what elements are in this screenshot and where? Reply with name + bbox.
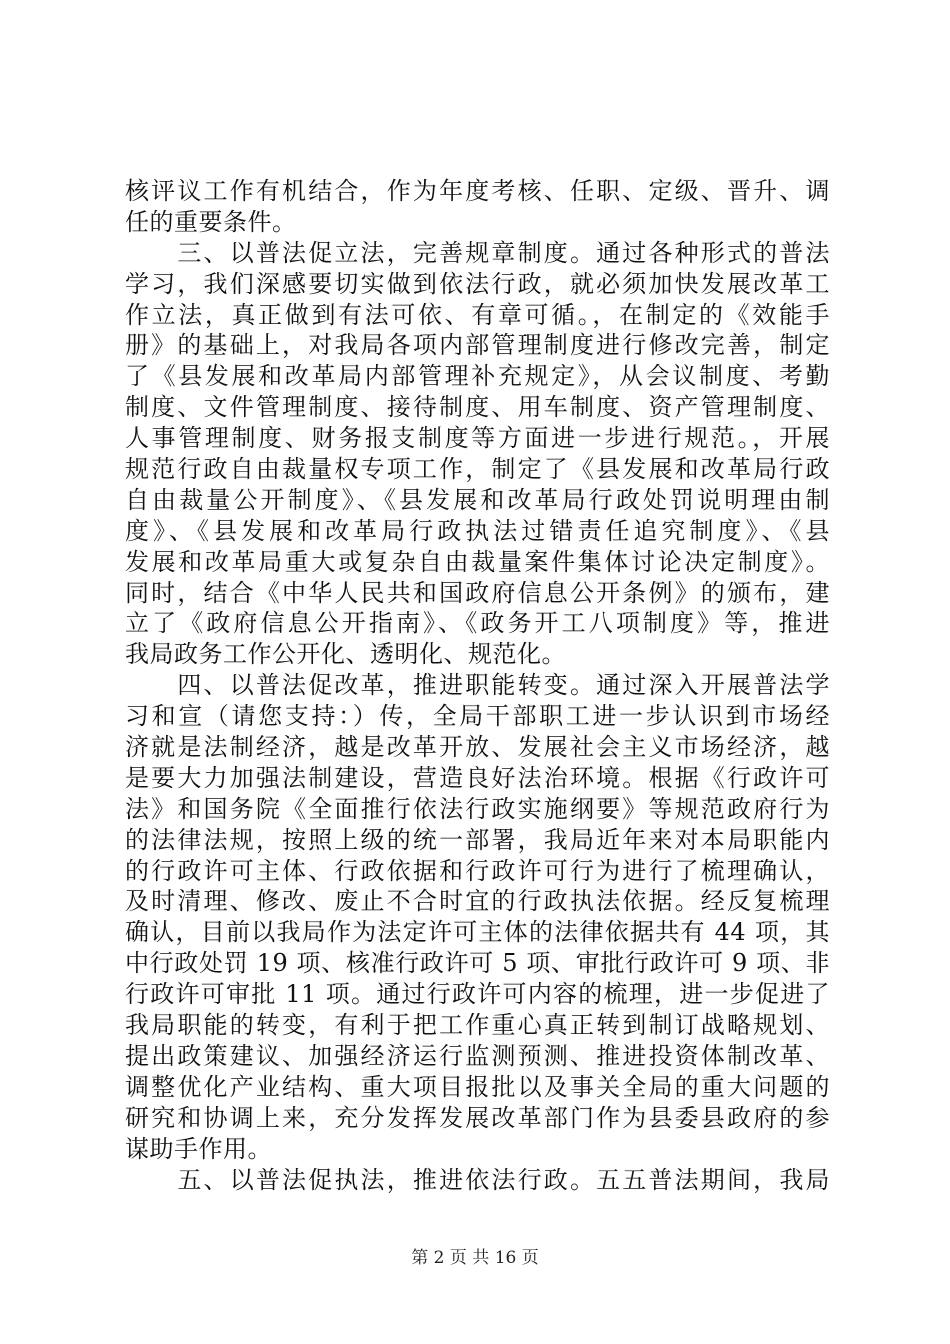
page-number-footer: 第 2 页 共 16 页 xyxy=(411,1248,539,1268)
text-line: 三、以普法促立法，完善规章制度。通过各种形式的普法 xyxy=(125,238,830,267)
text-line: 是要大力加强法制建设，营造良好法治环境。根据《行政许可 xyxy=(125,763,830,792)
text-line: 立了《政府信息公开指南》、《政务开工八项制度》等，推进 xyxy=(125,609,830,638)
text-line: 作立法，真正做到有法可依、有章可循。，在制定的《效能手 xyxy=(125,300,830,329)
text-line: 了《县发展和改革局内部管理补充规定》，从会议制度、考勤 xyxy=(125,362,830,391)
text-line: 研究和协调上来，充分发挥发展改革部门作为县委县政府的参 xyxy=(125,1103,830,1132)
text-line: 自由裁量公开制度》、《县发展和改革局行政处罚说明理由制 xyxy=(125,485,830,514)
text-line: 济就是法制经济，越是改革开放、发展社会主义市场经济，越 xyxy=(125,733,830,762)
text-line: 我局职能的转变，有利于把工作重心真正转到制订战略规划、 xyxy=(125,1011,830,1040)
text-line: 中行政处罚 19 项、核准行政许可 5 项、审批行政许可 9 项、非 xyxy=(125,949,830,978)
text-line: 册》的基础上，对我局各项内部管理制度进行修改完善，制定 xyxy=(125,331,830,360)
text-line: 谋助手作用。 xyxy=(125,1134,272,1163)
text-line: 任的重要条件。 xyxy=(125,207,297,236)
text-line: 行政许可审批 11 项。通过行政许可内容的梳理，进一步促进了 xyxy=(125,980,830,1009)
text-line: 习和宣（请您支持：）传，全局干部职工进一步认识到市场经 xyxy=(125,702,830,731)
text-line: 五、以普法促执法，推进依法行政。五五普法期间，我局 xyxy=(125,1165,830,1194)
text-line: 确认，目前以我局作为法定许可主体的法律依据共有 44 项，其 xyxy=(125,918,830,947)
text-line: 人事管理制度、财务报支制度等方面进一步进行规范。，开展 xyxy=(125,424,830,453)
text-line: 提出政策建议、加强经济运行监测预测、推进投资体制改革、 xyxy=(125,1041,830,1070)
text-line: 制度、文件管理制度、接待制度、用车制度、资产管理制度、 xyxy=(125,393,830,422)
text-line: 四、以普法促改革，推进职能转变。通过深入开展普法学 xyxy=(125,671,830,700)
text-line: 规范行政自由裁量权专项工作，制定了《县发展和改革局行政 xyxy=(125,455,830,484)
text-line: 发展和改革局重大或复杂自由裁量案件集体讨论决定制度》。 xyxy=(125,547,830,576)
text-line: 同时，结合《中华人民共和国政府信息公开条例》的颁布，建 xyxy=(125,578,830,607)
text-line: 法》和国务院《全面推行依法行政实施纲要》等规范政府行为 xyxy=(125,794,830,823)
document-body xyxy=(125,176,830,1195)
text-line: 度》、《县发展和改革局行政执法过错责任追究制度》、《县 xyxy=(125,516,830,545)
text-line: 核评议工作有机结合，作为年度考核、任职、定级、晋升、调 xyxy=(125,177,830,205)
text-line: 学习，我们深感要切实做到依法行政，就必须加快发展改革工 xyxy=(125,269,830,298)
text-line: 的法律法规，按照上级的统一部署，我局近年来对本局职能内 xyxy=(125,825,830,854)
text-line: 我局政务工作公开化、透明化、规范化。 xyxy=(125,640,566,669)
text-line: 的行政许可主体、行政依据和行政许可行为进行了梳理确认， xyxy=(125,856,830,885)
text-line: 调整优化产业结构、重大项目报批以及事关全局的重大问题的 xyxy=(125,1072,830,1101)
text-line: 及时清理、修改、废止不合时宜的行政执法依据。经反复梳理 xyxy=(125,887,830,916)
